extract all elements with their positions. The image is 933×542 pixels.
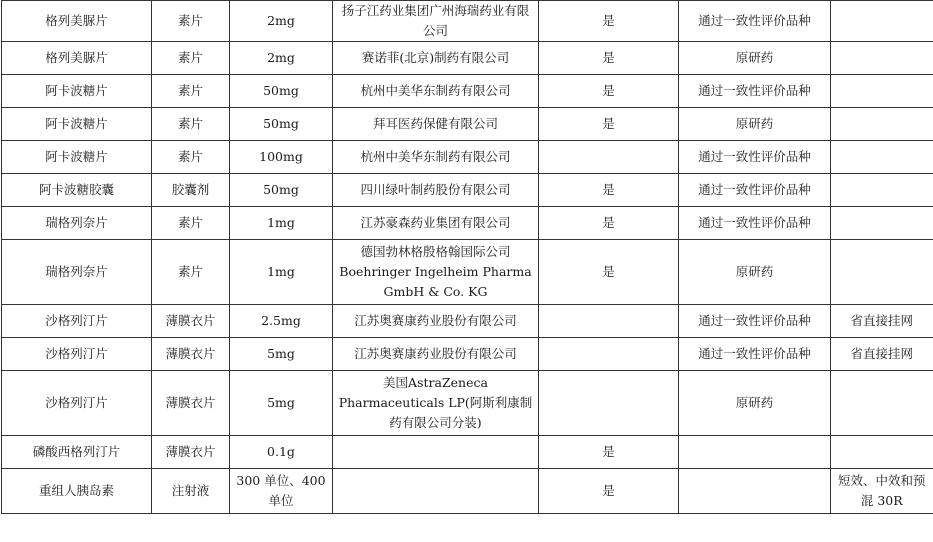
spec-cell: 1mg: [230, 240, 333, 305]
spec-cell: 2mg: [230, 1, 333, 42]
table-row: [2, 305, 933, 338]
drug-name-cell: 阿卡波糖胶囊: [2, 174, 152, 207]
dosage-form-cell: 薄膜衣片: [152, 371, 230, 436]
dosage-form-cell: 素片: [152, 108, 230, 141]
table-row: [2, 436, 933, 469]
manufacturer-cell: 杭州中美华东制药有限公司: [333, 75, 539, 108]
flag-cell: 是: [539, 42, 679, 75]
manufacturer-cell: [333, 436, 539, 469]
manufacturer-cell: 拜耳医药保健有限公司: [333, 108, 539, 141]
spec-cell: 50mg: [230, 75, 333, 108]
table-row: [2, 108, 933, 141]
table-row: [2, 207, 933, 240]
drug-name-cell: 阿卡波糖片: [2, 108, 152, 141]
spec-cell: 50mg: [230, 174, 333, 207]
spec-cell: 5mg: [230, 371, 333, 436]
note-cell: [831, 436, 933, 469]
status-cell: [679, 469, 831, 514]
note-cell: [831, 371, 933, 436]
drug-table: [1, 0, 933, 514]
status-cell: 通过一致性评价品种: [679, 207, 831, 240]
manufacturer-cell: 四川绿叶制药股份有限公司: [333, 174, 539, 207]
drug-name-cell: 阿卡波糖片: [2, 75, 152, 108]
note-cell: [831, 240, 933, 305]
table-row: [2, 371, 933, 436]
spec-cell: 2.5mg: [230, 305, 333, 338]
manufacturer-cell: 德国勃林格殷格翰国际公司 Boehringer Ingelheim Pharma GmbH & Co. KG: [333, 240, 539, 305]
flag-cell: 是: [539, 174, 679, 207]
drug-name-cell: 瑞格列奈片: [2, 207, 152, 240]
dosage-form-cell: 素片: [152, 75, 230, 108]
manufacturer-cell: 江苏豪森药业集团有限公司: [333, 207, 539, 240]
manufacturer-cell: [333, 469, 539, 514]
flag-cell: [539, 371, 679, 436]
note-cell: [831, 42, 933, 75]
table-row: [2, 240, 933, 305]
status-cell: 通过一致性评价品种: [679, 305, 831, 338]
dosage-form-cell: 素片: [152, 1, 230, 42]
note-cell: 省直接挂网: [831, 305, 933, 338]
drug-name-cell: 沙格列汀片: [2, 371, 152, 436]
dosage-form-cell: 素片: [152, 42, 230, 75]
status-cell: 原研药: [679, 108, 831, 141]
drug-name-cell: 格列美脲片: [2, 42, 152, 75]
spec-cell: 50mg: [230, 108, 333, 141]
drug-name-cell: 瑞格列奈片: [2, 240, 152, 305]
note-cell: [831, 141, 933, 174]
status-cell: 通过一致性评价品种: [679, 1, 831, 42]
status-cell: [679, 436, 831, 469]
note-cell: [831, 108, 933, 141]
flag-cell: 是: [539, 469, 679, 514]
note-cell: [831, 207, 933, 240]
drug-name-cell: 磷酸西格列汀片: [2, 436, 152, 469]
dosage-form-cell: 薄膜衣片: [152, 338, 230, 371]
dosage-form-cell: 素片: [152, 240, 230, 305]
table-row: [2, 174, 933, 207]
manufacturer-cell: 江苏奥赛康药业股份有限公司: [333, 305, 539, 338]
flag-cell: 是: [539, 108, 679, 141]
spec-cell: 0.1g: [230, 436, 333, 469]
manufacturer-cell: 赛诺菲(北京)制药有限公司: [333, 42, 539, 75]
manufacturer-cell: 扬子江药业集团广州海瑞药业有限公司: [333, 1, 539, 42]
flag-cell: [539, 305, 679, 338]
status-cell: 原研药: [679, 42, 831, 75]
flag-cell: [539, 338, 679, 371]
manufacturer-cell: 江苏奥赛康药业股份有限公司: [333, 338, 539, 371]
drug-name-cell: 重组人胰岛素: [2, 469, 152, 514]
drug-name-cell: 沙格列汀片: [2, 338, 152, 371]
manufacturer-cell: 杭州中美华东制药有限公司: [333, 141, 539, 174]
dosage-form-cell: 素片: [152, 141, 230, 174]
dosage-form-cell: 薄膜衣片: [152, 436, 230, 469]
flag-cell: [539, 141, 679, 174]
drug-name-cell: 沙格列汀片: [2, 305, 152, 338]
drug-name-cell: 阿卡波糖片: [2, 141, 152, 174]
status-cell: 通过一致性评价品种: [679, 75, 831, 108]
spec-cell: 5mg: [230, 338, 333, 371]
table-row: [2, 1, 933, 42]
flag-cell: 是: [539, 436, 679, 469]
note-cell: 省直接挂网: [831, 338, 933, 371]
note-cell: [831, 75, 933, 108]
status-cell: 原研药: [679, 240, 831, 305]
table-row: [2, 75, 933, 108]
table-row: [2, 338, 933, 371]
dosage-form-cell: 薄膜衣片: [152, 305, 230, 338]
note-cell: [831, 1, 933, 42]
table-row: [2, 469, 933, 514]
note-cell: [831, 174, 933, 207]
manufacturer-cell: 美国AstraZeneca Pharmaceuticals LP(阿斯利康制药有限公司分装): [333, 371, 539, 436]
status-cell: 原研药: [679, 371, 831, 436]
flag-cell: 是: [539, 1, 679, 42]
drug-name-cell: 格列美脲片: [2, 1, 152, 42]
spec-cell: 2mg: [230, 42, 333, 75]
status-cell: 通过一致性评价品种: [679, 141, 831, 174]
flag-cell: 是: [539, 75, 679, 108]
note-cell: 短效、中效和预混 30R: [831, 469, 933, 514]
spec-cell: 100mg: [230, 141, 333, 174]
status-cell: 通过一致性评价品种: [679, 338, 831, 371]
spec-cell: 1mg: [230, 207, 333, 240]
dosage-form-cell: 胶囊剂: [152, 174, 230, 207]
flag-cell: 是: [539, 207, 679, 240]
table-row: [2, 42, 933, 75]
status-cell: 通过一致性评价品种: [679, 174, 831, 207]
dosage-form-cell: 素片: [152, 207, 230, 240]
table-row: [2, 141, 933, 174]
spec-cell: 300 单位、400 单位: [230, 469, 333, 514]
dosage-form-cell: 注射液: [152, 469, 230, 514]
flag-cell: 是: [539, 240, 679, 305]
